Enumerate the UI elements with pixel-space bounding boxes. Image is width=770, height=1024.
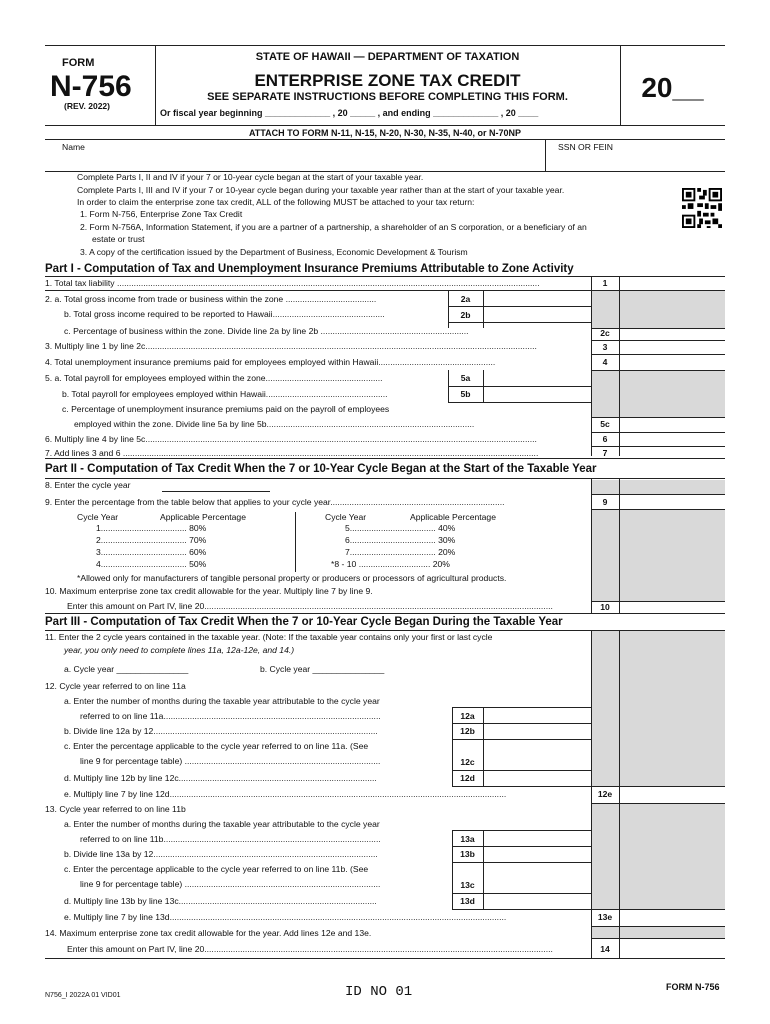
line-12d-label: d. Multiply line 12b by line 12c................................................................................... bbox=[64, 773, 377, 783]
line-13c-field[interactable] bbox=[484, 863, 590, 892]
line-3-field[interactable] bbox=[620, 341, 724, 353]
line-13a-field[interactable] bbox=[484, 831, 590, 845]
instruction-line: In order to claim the enterprise zone tax credit, ALL of the following MUST be attached to your tax return: bbox=[77, 197, 475, 207]
form-subtitle: SEE SEPARATE INSTRUCTIONS BEFORE COMPLETING THIS FORM. bbox=[207, 91, 568, 103]
line-9-label: 9. Enter the percentage from the table below that applies to your cycle year......................................................................... bbox=[45, 497, 505, 507]
footnote: *Allowed only for manufacturers of tangible personal property or producers or processors of agricultural products. bbox=[77, 573, 507, 583]
line-7-label: 7. Add lines 3 and 6 .............................................................................................................................................................................. bbox=[45, 448, 539, 458]
box-12b-label: 12b bbox=[460, 726, 475, 736]
line-12a-field[interactable] bbox=[484, 708, 590, 722]
line-13-label: 13. Cycle year referred to on line 11b bbox=[45, 804, 186, 814]
footer-form-code: N756_I 2022A 01 VID01 bbox=[45, 992, 121, 999]
line-5b-label: b. Total payroll for employees employed within Hawaii................................................... bbox=[62, 389, 388, 399]
name-field[interactable] bbox=[46, 152, 544, 170]
line-11a-field[interactable] bbox=[135, 662, 230, 674]
instruction-line: Complete Parts I, III and IV if your 7 or 10-year cycle began during your taxable year rather than at the start of your taxable year. bbox=[77, 185, 565, 195]
line-14-label: 14. Maximum enterprise zone tax credit allowable for the year. Add lines 12e and 13e. bbox=[45, 928, 372, 938]
line-12c-label: c. Enter the percentage applicable to the cycle year referred to on line 11a. (See bbox=[64, 741, 369, 751]
box-13a-label: 13a bbox=[460, 834, 475, 844]
line-13e-field[interactable] bbox=[620, 910, 724, 925]
table-header: Applicable Percentage bbox=[410, 512, 496, 522]
line-13a-label-cont: referred to on line 11b........................................................................................... bbox=[80, 834, 381, 844]
line-12b-field[interactable] bbox=[484, 724, 590, 738]
box-4-label: 4 bbox=[602, 357, 608, 367]
line-13e-label: e. Multiply line 7 by line 13d............................................................................................................................................. bbox=[64, 912, 507, 922]
line-12c-label-cont: line 9 for percentage table) .................................................................................. bbox=[80, 756, 381, 766]
box-6-label: 6 bbox=[602, 434, 608, 444]
name-label: Name bbox=[62, 142, 85, 152]
box-12a-label: 12a bbox=[460, 711, 475, 721]
instruction-line: 3. A copy of the certification issued by the Department of Business, Economic Development & Tourism bbox=[80, 247, 468, 257]
line-13b-field[interactable] bbox=[484, 847, 590, 861]
table-row: *8 - 10 .............................. 20% bbox=[331, 559, 450, 569]
form-label: FORM bbox=[62, 57, 95, 69]
line-12a-label-cont: referred to on line 11a........................................................................................... bbox=[80, 711, 381, 721]
line-5c-label-cont: employed within the zone. Divide line 5a by line 5b....................................................................................... bbox=[74, 419, 475, 429]
line-12d-field[interactable] bbox=[484, 771, 590, 785]
instruction-line: 2. Form N-756A, Information Statement, if you are a partner of a partnership, a shareholder of an S corporation, or a beneficiary of an bbox=[80, 222, 587, 232]
footer-id: ID NO 01 bbox=[345, 984, 413, 1000]
line-11-note: year, you only need to complete lines 11a, 12a-12e, and 14.) bbox=[64, 645, 295, 655]
table-row: 2.................................... 70% bbox=[96, 535, 207, 545]
box-13e-label: 13e bbox=[597, 912, 613, 922]
table-row: 6.................................... 30% bbox=[345, 535, 456, 545]
box-7-label: 7 bbox=[602, 448, 608, 458]
box-5a-label: 5a bbox=[460, 373, 471, 383]
line-2c-field[interactable] bbox=[620, 329, 724, 339]
line-4-field[interactable] bbox=[620, 355, 724, 369]
line-2a-field[interactable] bbox=[484, 291, 590, 305]
line-10-field[interactable] bbox=[620, 602, 724, 612]
line-11-label: 11. Enter the 2 cycle years contained in the taxable year. (Note: If the taxable year contains only your first or last cycle bbox=[45, 632, 493, 642]
line-12c-field[interactable] bbox=[484, 740, 590, 769]
box-5c-label: 5c bbox=[600, 419, 610, 429]
line-5a-field[interactable] bbox=[484, 371, 590, 385]
line-12a-label: a. Enter the number of months during the taxable year attributable to the cycle year bbox=[64, 696, 380, 706]
table-header: Cycle Year bbox=[77, 512, 119, 522]
box-13b-label: 13b bbox=[460, 849, 475, 859]
box-13c-label: 13c bbox=[460, 880, 475, 890]
line-12e-label: e. Multiply line 7 by line 12d............................................................................................................................................. bbox=[64, 789, 507, 799]
line-1-label: 1. Total tax liability ................................................................................................................................................................................. bbox=[45, 278, 540, 288]
box-5b-label: 5b bbox=[460, 389, 471, 399]
line-6-field[interactable] bbox=[620, 433, 724, 445]
box-1-label: 1 bbox=[602, 278, 608, 288]
box-2c-label: 2c bbox=[600, 328, 610, 338]
instruction-line: estate or trust bbox=[92, 234, 145, 244]
line-6-label: 6. Multiply line 4 by line 5c.................................................................................................................................................................... bbox=[45, 434, 537, 444]
table-header: Cycle Year bbox=[325, 512, 367, 522]
line-2b-field[interactable] bbox=[484, 307, 590, 321]
instruction-line: Complete Parts I, II and IV if your 7 or 10-year cycle began at the start of your taxable year. bbox=[77, 172, 424, 182]
line-5c-field[interactable] bbox=[620, 418, 724, 431]
box-10-label: 10 bbox=[600, 602, 610, 612]
line-13a-label: a. Enter the number of months during the taxable year attributable to the cycle year bbox=[64, 819, 380, 829]
line-13d-field[interactable] bbox=[484, 894, 590, 908]
tax-year: 20__ bbox=[641, 72, 704, 103]
box-2a-label: 2a bbox=[460, 294, 471, 304]
box-12e-label: 12e bbox=[597, 789, 613, 799]
ssn-fein-label: SSN OR FEIN bbox=[558, 142, 613, 152]
line-11a-label: a. Cycle year _______________ bbox=[64, 664, 189, 674]
line-12b-label: b. Divide line 12a by 12.............................................................................................. bbox=[64, 726, 378, 736]
footer-form-number: FORM N-756 bbox=[666, 982, 720, 992]
box-2b-label: 2b bbox=[460, 310, 471, 320]
box-14-label: 14 bbox=[600, 944, 610, 954]
box-9-label: 9 bbox=[602, 497, 608, 507]
part1-title: Part I - Computation of Tax and Unemployment Insurance Premiums Attributable to Zone Activity bbox=[45, 263, 574, 275]
box-13d-label: 13d bbox=[460, 896, 475, 906]
line-14-field[interactable] bbox=[620, 939, 724, 957]
line-13c-label: c. Enter the percentage applicable to the cycle year referred to on line 11b. (See bbox=[64, 864, 369, 874]
line-2c-label: c. Percentage of business within the zone. Divide line 2a by line 2b .............................................................. bbox=[64, 326, 469, 336]
line-5c-label: c. Percentage of unemployment insurance premiums paid on the payroll of employees bbox=[62, 404, 390, 414]
line-11b-label: b. Cycle year _______________ bbox=[260, 664, 385, 674]
line-8-field[interactable] bbox=[162, 491, 270, 492]
form-title: ENTERPRISE ZONE TAX CREDIT bbox=[254, 71, 521, 90]
instruction-line: 1. Form N-756, Enterprise Zone Tax Credit bbox=[80, 209, 243, 219]
revision: (REV. 2022) bbox=[64, 101, 110, 111]
line-5a-label: 5. a. Total payroll for employees employed within the zone................................................. bbox=[45, 373, 383, 383]
box-12c-label: 12c bbox=[460, 757, 475, 767]
form-number: N-756 bbox=[50, 70, 132, 103]
table-row: 3.................................... 60% bbox=[96, 547, 207, 557]
line-8-label: 8. Enter the cycle year bbox=[45, 480, 131, 490]
table-row: 5.................................... 40% bbox=[345, 523, 456, 533]
table-row: 7.................................... 20% bbox=[345, 547, 456, 557]
part2-title: Part II - Computation of Tax Credit When the 7 or 10-Year Cycle Began at the Start of the Taxable Year bbox=[45, 463, 597, 475]
line-12e-field[interactable] bbox=[620, 787, 724, 802]
line-3-label: 3. Multiply line 1 by line 2c.................................................................................................................................................................... bbox=[45, 341, 537, 351]
line-2a-label: 2. a. Total gross income from trade or business within the zone ...................................... bbox=[45, 294, 377, 304]
fiscal-year-line: Or fiscal year beginning _____________ , 20 _____ , and ending _____________ , 20 ____ bbox=[160, 108, 539, 118]
line-2b-label: b. Total gross income required to be reported to Hawaii............................................... bbox=[64, 309, 385, 319]
line-13d-label: d. Multiply line 13b by line 13c................................................................................... bbox=[64, 896, 377, 906]
line-5b-field[interactable] bbox=[484, 387, 590, 401]
agency-name: STATE OF HAWAII — DEPARTMENT OF TAXATION bbox=[255, 51, 520, 63]
line-7-field[interactable] bbox=[620, 447, 724, 457]
line-14-label-cont: Enter this amount on Part IV, line 20.................................................................................................................................................. bbox=[67, 944, 553, 954]
line-1-field[interactable] bbox=[620, 277, 724, 289]
line-10-label: 10. Maximum enterprise zone tax credit allowable for the year. Multiply line 7 by line 9. bbox=[45, 586, 373, 596]
qr-code-icon bbox=[682, 188, 722, 228]
table-row: 4.................................... 50% bbox=[96, 559, 207, 569]
line-10-label-cont: Enter this amount on Part IV, line 20.................................................................................................................................................. bbox=[67, 601, 553, 611]
line-12-label: 12. Cycle year referred to on line 11a bbox=[45, 681, 186, 691]
box-3-label: 3 bbox=[602, 342, 608, 352]
part3-title: Part III - Computation of Tax Credit When the 7 or 10-Year Cycle Began During the Taxable Year bbox=[45, 616, 563, 628]
box-12d-label: 12d bbox=[460, 773, 475, 783]
line-11b-field[interactable] bbox=[330, 662, 425, 674]
ssn-fein-field[interactable] bbox=[546, 152, 724, 170]
line-13b-label: b. Divide line 13a by 12.............................................................................................. bbox=[64, 849, 378, 859]
attach-instruction: ATTACH TO FORM N-11, N-15, N-20, N-30, N-35, N-40, or N-70NP bbox=[248, 128, 522, 138]
table-header: Applicable Percentage bbox=[160, 512, 246, 522]
line-9-field[interactable] bbox=[620, 495, 724, 508]
line-13c-label-cont: line 9 for percentage table) .................................................................................. bbox=[80, 879, 381, 889]
line-4-label: 4. Total unemployment insurance premiums paid for employees employed within Hawaii................................................. bbox=[45, 357, 496, 367]
table-row: 1.................................... 80% bbox=[96, 523, 207, 533]
